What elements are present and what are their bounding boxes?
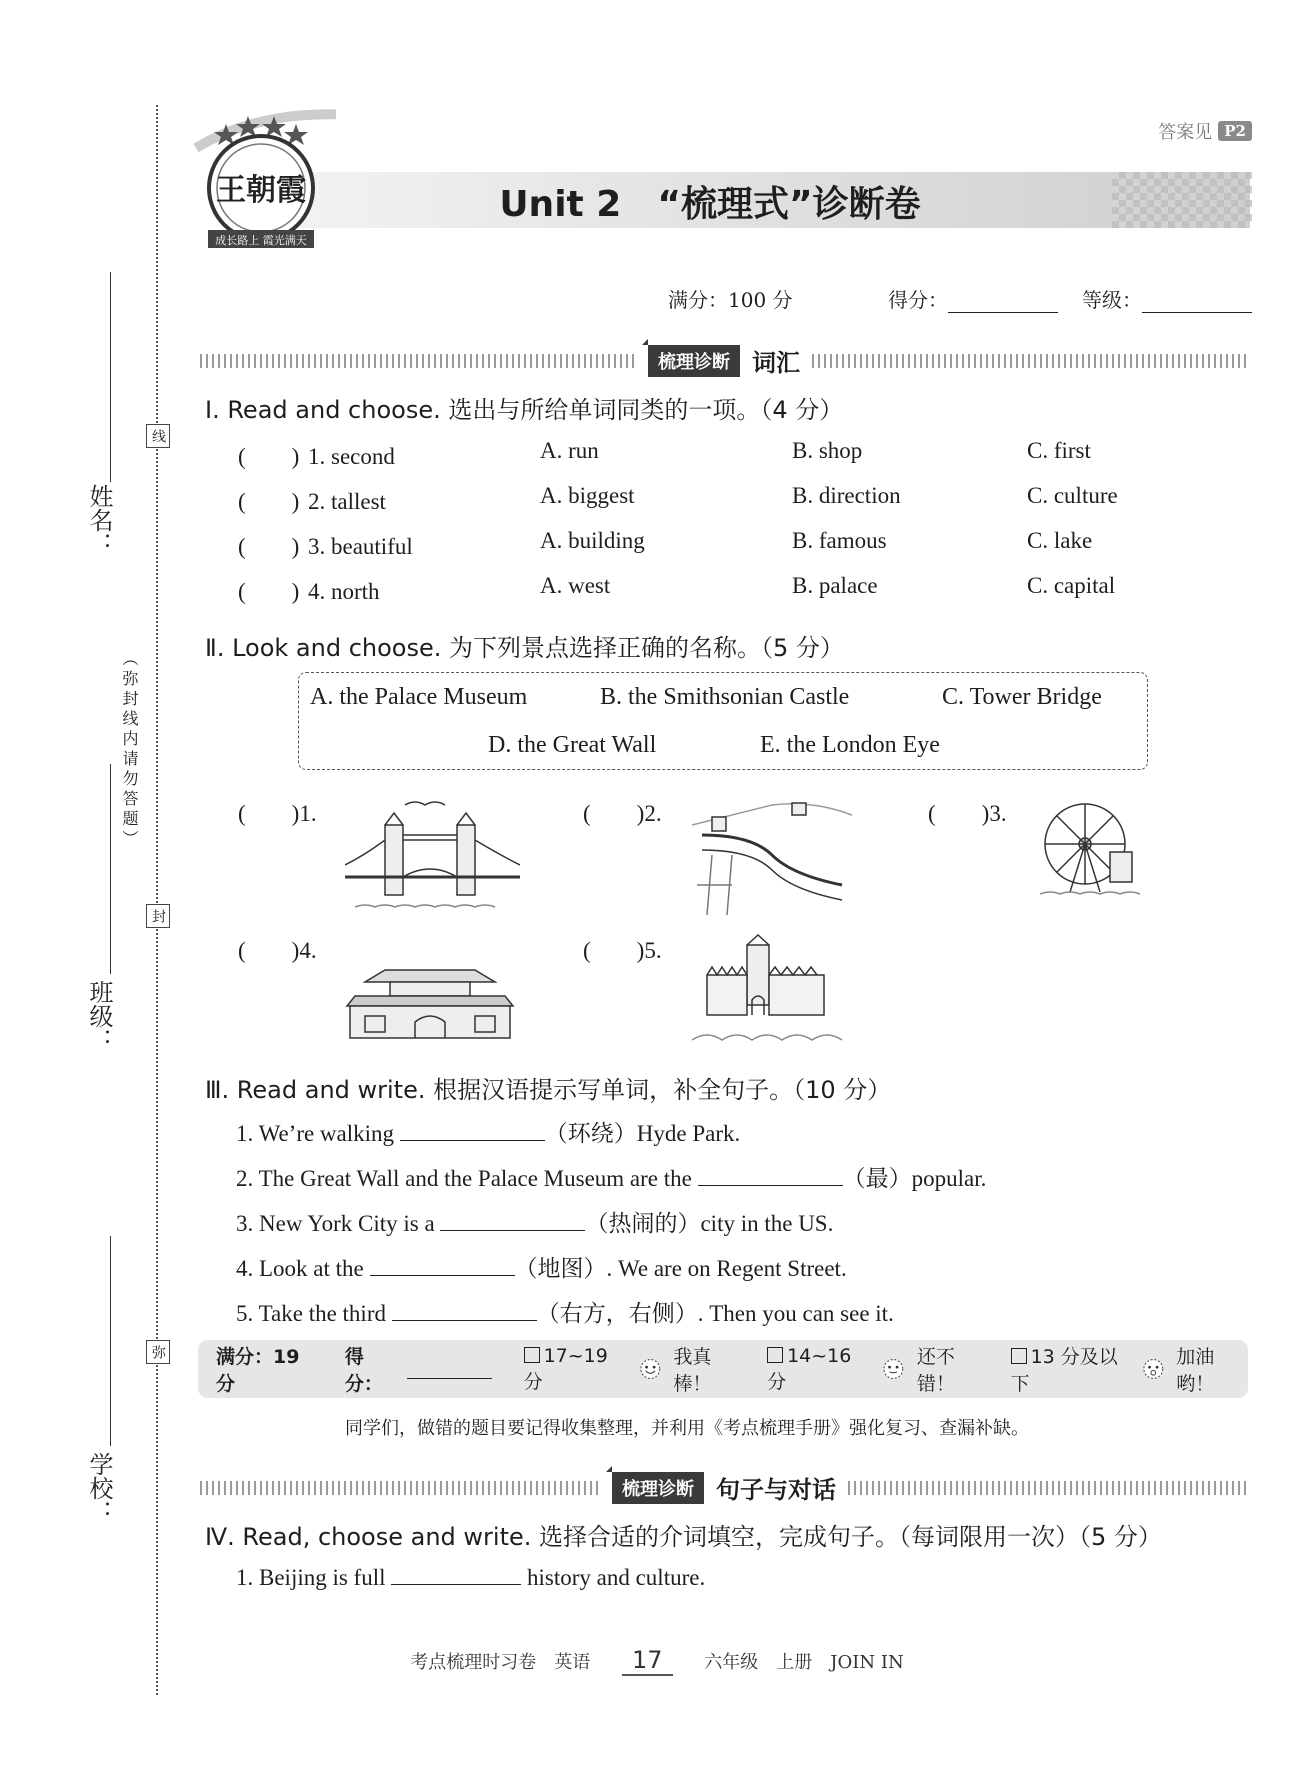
checkbox-icon[interactable] (1011, 1348, 1027, 1364)
q1-row-3 (238, 528, 413, 561)
answer-reference (1158, 118, 1252, 144)
answer-blank[interactable] (370, 1257, 515, 1276)
tower-bridge-image (345, 795, 520, 935)
svg-text:成长路上 霞光满天: 成长路上 霞光满天 (215, 234, 307, 247)
option-d: D. the Great Wall (488, 732, 657, 758)
q1-option-b: B. shop (792, 438, 863, 463)
section-full-score: 满分：19 分 (216, 1346, 300, 1395)
sentence-text: history and culture. (521, 1565, 706, 1590)
section-ticks-right (848, 1481, 1248, 1495)
sentence-text: 4. Look at the (236, 1256, 370, 1281)
q3-sentence-1 (236, 1115, 740, 1148)
answer-blank[interactable] (391, 1566, 521, 1585)
checkbox-icon[interactable] (524, 1347, 540, 1363)
sentence-text: 3. New York City is a (236, 1211, 441, 1236)
grade-field (1082, 284, 1252, 313)
page-footer (0, 1646, 1314, 1676)
sentence-text: . We are on Regent Street. (606, 1256, 847, 1281)
score-label: 得分： (888, 288, 948, 312)
section-header-sentences (200, 1470, 1248, 1505)
sentence-text: city in the US. (700, 1211, 834, 1236)
q1-option-a: A. run (540, 438, 599, 463)
palace-museum-image (345, 958, 515, 1040)
name-write-line[interactable] (110, 272, 111, 482)
q3-sentence-5 (236, 1295, 894, 1328)
great-wall-image (692, 795, 852, 920)
q1-option-b: B. palace (792, 573, 878, 598)
full-score-label (668, 284, 793, 313)
q3-sentence-3 (236, 1205, 833, 1238)
option-b: B. the Smithsonian Castle (600, 684, 850, 710)
q1-word: 4. north (308, 579, 380, 604)
question-1-heading: Ⅰ. Read and choose. 选出与所给单词同类的一项。（4 分） (205, 396, 844, 424)
grade-blank[interactable] (1142, 290, 1252, 313)
grade-label: 等级： (1082, 288, 1142, 312)
rating-option-1[interactable] (524, 1345, 627, 1394)
rating-range: 13 分及以下 (1010, 1346, 1118, 1395)
section-ticks-right (812, 354, 1248, 368)
sentence-text: 5. Take the third (236, 1301, 392, 1326)
sentence-text: 1. Beijing is full (236, 1565, 392, 1590)
section-header-vocabulary (200, 343, 1248, 378)
svg-text:王朝霞: 王朝霞 (216, 173, 306, 208)
q1-option-b: B. famous (792, 528, 887, 553)
q1-row-1 (238, 438, 395, 471)
chinese-hint: （右方，右侧） (536, 1301, 698, 1326)
rating-range: 14~16 分 (767, 1344, 852, 1393)
rating-text: 我真棒！ (673, 1346, 712, 1395)
answer-paren[interactable]: ( ) (238, 534, 300, 559)
score-field (888, 284, 1058, 313)
neutral-face-icon (882, 1357, 905, 1381)
question-2-heading: Ⅱ. Look and choose. 为下列景点选择正确的名称。（5 分） (205, 634, 844, 662)
chinese-hint: （环绕） (544, 1121, 637, 1146)
binding-dotted-line (156, 105, 158, 1695)
smithsonian-castle-image (692, 930, 842, 1055)
answer-blank[interactable] (698, 1167, 843, 1186)
option-a: A. the Palace Museum (310, 684, 528, 710)
rating-text: 还不错！ (916, 1346, 955, 1395)
rating-range: 17~19 分 (523, 1344, 608, 1393)
q2-item-3-label[interactable]: ( )3. (928, 801, 1007, 826)
answer-ref-tag: P2 (1218, 121, 1252, 141)
q1-row-2 (238, 483, 386, 516)
q1-option-a: A. building (540, 528, 645, 553)
option-e: E. the London Eye (760, 732, 940, 758)
q1-option-a: A. biggest (540, 483, 635, 508)
q3-sentence-2 (236, 1160, 986, 1193)
binding-notice: （弥封线内请勿答题） (120, 650, 139, 850)
section-badge: 梳理诊断 (648, 345, 740, 377)
cheer-face-icon (1142, 1357, 1165, 1381)
binding-mark-feng: 封 (146, 904, 170, 928)
answer-blank[interactable] (400, 1122, 545, 1141)
q4-sentence-1 (236, 1565, 705, 1591)
option-c: C. Tower Bridge (942, 684, 1102, 710)
q1-word: 3. beautiful (308, 534, 413, 559)
review-tip: 同学们，做错的题目要记得收集整理，并利用《考点梳理手册》强化复习、查漏补缺。 (345, 1418, 1029, 1439)
question-3-heading: Ⅲ. Read and write. 根据汉语提示写单词，补全句子。（10 分） (205, 1076, 892, 1104)
sentence-text: . Then you can see it. (697, 1301, 894, 1326)
q1-option-c: C. first (1027, 438, 1091, 463)
sentence-text: 1. We’re walking (236, 1121, 400, 1146)
question-4-heading: Ⅳ. Read, choose and write. 选择合适的介词填空，完成句子。（每词限用一次）（5 分） (205, 1523, 1162, 1551)
chinese-hint: （地图） (514, 1256, 607, 1281)
footer-left: 考点梳理时习卷 英语 (410, 1652, 591, 1673)
name-label: 姓名： (85, 484, 113, 556)
q2-item-4-label[interactable]: ( )4. (238, 938, 317, 963)
answer-blank[interactable] (440, 1212, 585, 1231)
q1-word: 2. tallest (308, 489, 386, 514)
page-number: 17 (622, 1646, 673, 1676)
sentence-text: 2. The Great Wall and the Palace Museum are the (236, 1166, 698, 1191)
sentence-text: popular. (911, 1166, 987, 1191)
sentence-text: Hyde Park. (636, 1121, 741, 1146)
answer-blank[interactable] (392, 1302, 537, 1321)
section-score-label: 得分： (344, 1346, 383, 1395)
section-score-bar (198, 1340, 1248, 1398)
page-title: Unit 2 “梳理式”诊断卷 (499, 184, 921, 225)
rating-text: 加油哟！ (1176, 1346, 1215, 1395)
class-write-line[interactable] (110, 764, 111, 974)
answer-paren[interactable]: ( ) (238, 489, 300, 514)
q1-word: 1. second (308, 444, 395, 469)
section-badge: 梳理诊断 (612, 1472, 704, 1504)
answer-paren[interactable]: ( ) (238, 579, 300, 604)
q2-item-5-label[interactable]: ( )5. (583, 938, 662, 963)
section-title: 词汇 (752, 349, 800, 377)
q2-item-1-label[interactable]: ( )1. (238, 801, 317, 826)
title-checker-pattern (1112, 172, 1252, 228)
london-eye-image (1040, 792, 1140, 904)
school-write-line[interactable] (110, 1236, 111, 1446)
class-label: 班级： (85, 980, 113, 1052)
rating-option-3[interactable] (1011, 1342, 1130, 1396)
section-ticks-left (200, 354, 636, 368)
binding-mark-mi: 弥 (146, 1340, 170, 1364)
rating-option-2[interactable] (767, 1345, 870, 1394)
q1-option-a: A. west (540, 573, 611, 598)
chinese-hint: （最） (842, 1166, 912, 1191)
section-ticks-left (200, 1481, 600, 1495)
chinese-hint: （热闹的） (585, 1211, 701, 1236)
checkbox-icon[interactable] (767, 1347, 783, 1363)
q1-row-4 (238, 573, 380, 606)
school-label: 学校： (85, 1452, 113, 1524)
section-score-blank[interactable] (407, 1360, 492, 1379)
q2-item-2-label[interactable]: ( )2. (583, 801, 662, 826)
q1-option-c: C. culture (1027, 483, 1118, 508)
answer-ref-text: 答案见 (1158, 122, 1213, 143)
full-score-text: 满分：100 分 (668, 288, 793, 312)
q3-sentence-4 (236, 1250, 847, 1283)
answer-paren[interactable]: ( ) (238, 444, 300, 469)
q1-option-b: B. direction (792, 483, 901, 508)
q1-option-c: C. capital (1027, 573, 1116, 598)
footer-right: 六年级 上册 JOIN IN (704, 1652, 904, 1673)
binding-mark-xian: 线 (146, 424, 170, 448)
section-title: 句子与对话 (716, 1476, 836, 1504)
happy-face-icon (639, 1357, 662, 1381)
q1-option-c: C. lake (1027, 528, 1093, 553)
score-blank[interactable] (948, 290, 1058, 313)
